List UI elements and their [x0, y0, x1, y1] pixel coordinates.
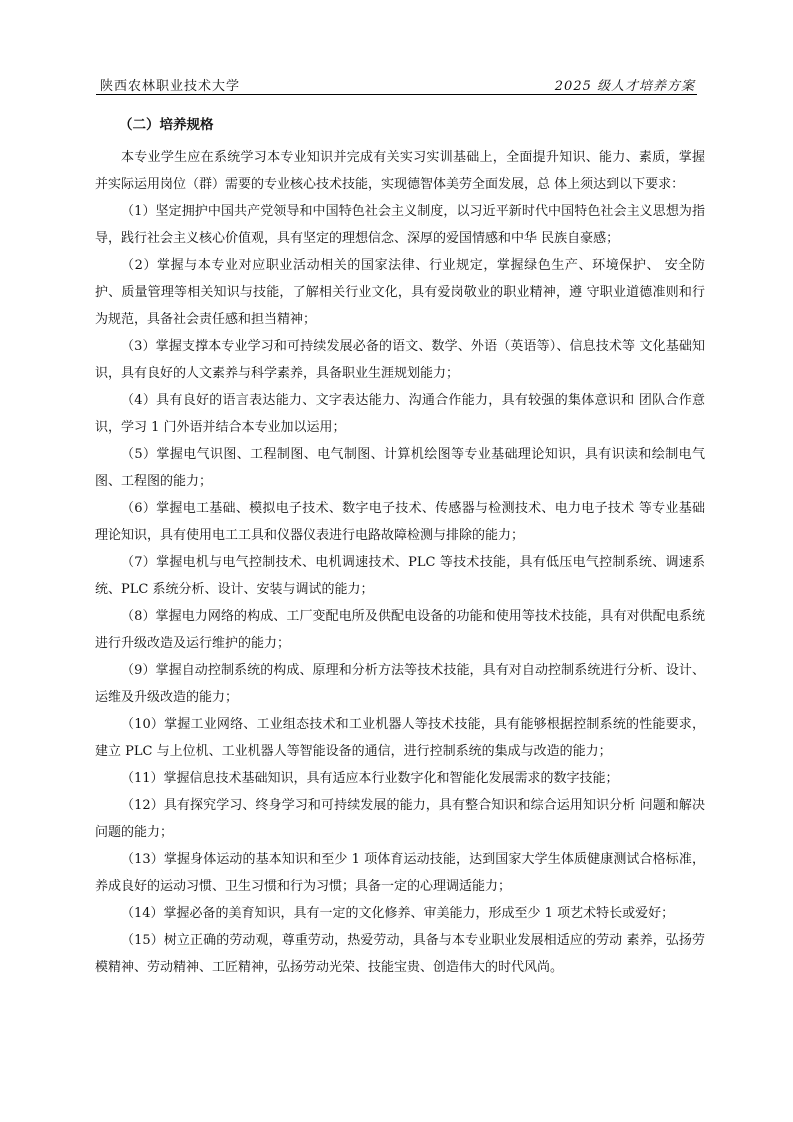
- header-institution: 陕西农林职业技术大学: [100, 79, 241, 94]
- requirement-item-15: （15）树立正确的劳动观，尊重劳动，热爱劳动，具备与本专业职业发展相适应的劳动 素养，弘扬劳模精神、劳动精神、工匠精神，弘扬劳动光荣、技能宝贵、创造伟大的时代风尚。: [95, 933, 705, 975]
- requirement-item-6: （6）掌握电工基础、模拟电子技术、数字电子技术、传感器与检测技术、电力电子技术 等专业基础理论知识，具有使用电工工具和仪器仪表进行电路故障检测与排除的能力；: [95, 501, 705, 543]
- section-title: （二）培养规格: [119, 117, 214, 133]
- requirement-item-14: （14）掌握必备的美育知识，具有一定的文化修养、审美能力，形成至少 1 项艺术特长或爱好；: [121, 906, 675, 921]
- requirement-item-3: （3）掌握支撑本专业学习和可持续发展必备的语文、数学、外语（英语等）、信息技术等 文化基础知识，具有良好的人文素养与科学素养，具备职业生涯规划能力；: [95, 339, 705, 381]
- requirement-item-2: （2）掌握与本专业对应职业活动相关的国家法律、行业规定，掌握绿色生产、环境保护、 安全防护、质量管理等相关知识与技能，了解相关行业文化，具有爱岗敬业的职业精神，遵 守职业道德准则和行为规范，具备社会责任感和担当精神；: [95, 258, 705, 327]
- requirement-item-4: （4）具有良好的语言表达能力、文字表达能力、沟通合作能力，具有较强的集体意识和 团队合作意识，学习 1 门外语并结合本专业加以运用；: [95, 393, 705, 435]
- requirement-item-11: （11）掌握信息技术基础知识，具有适应本行业数字化和智能化发展需求的数字技能；: [121, 771, 619, 786]
- page-header: [96, 72, 697, 95]
- header-document-title: 2025 级人才培养方案: [554, 79, 695, 94]
- requirement-item-12: （12）具有探究学习、终身学习和可持续发展的能力，具有整合知识和综合运用知识分析 问题和解决问题的能力；: [95, 798, 705, 840]
- page-body: [95, 112, 705, 981]
- section-intro: 本专业学生应在系统学习本专业知识并完成有关实习实训基础上，全面提升知识、能力、素质，掌握并实际运用岗位（群）需要的专业核心技术技能，实现德智体美劳全面发展，总 体上须达到以下要求：: [95, 150, 705, 192]
- requirement-item-13: （13）掌握身体运动的基本知识和至少 1 项体育运动技能，达到国家大学生体质健康测试合格标准，养成良好的运动习惯、卫生习惯和行为习惯；具备一定的心理调适能力；: [95, 852, 705, 894]
- requirement-item-9: （9）掌握自动控制系统的构成、原理和分析方法等技术技能，具有对自动控制系统进行分析、设计、运维及升级改造的能力；: [95, 663, 705, 705]
- requirement-item-10: （10）掌握工业网络、工业组态技术和工业机器人等技术技能，具有能够根据控制系统的性能要求，建立 PLC 与上位机、工业机器人等智能设备的通信，进行控制系统的集成与改造的能力；: [95, 717, 705, 759]
- requirement-item-1: （1）坚定拥护中国共产党领导和中国特色社会主义制度，以习近平新时代中国特色社会主义思想为指导，践行社会主义核心价值观，具有坚定的理想信念、深厚的爱国情感和中华 民族自豪感；: [95, 204, 705, 246]
- requirement-item-8: （8）掌握电力网络的构成、工厂变配电所及供配电设备的功能和使用等技术技能，具有对供配电系统进行升级改造及运行维护的能力；: [95, 609, 705, 651]
- requirement-item-5: （5）掌握电气识图、工程制图、电气制图、计算机绘图等专业基础理论知识，具有识读和绘制电气图、工程图的能力；: [95, 447, 705, 489]
- requirement-item-7: （7）掌握电机与电气控制技术、电机调速技术、PLC 等技术技能，具有低压电气控制系统、调速系统、PLC 系统分析、设计、安装与调试的能力；: [95, 555, 705, 597]
